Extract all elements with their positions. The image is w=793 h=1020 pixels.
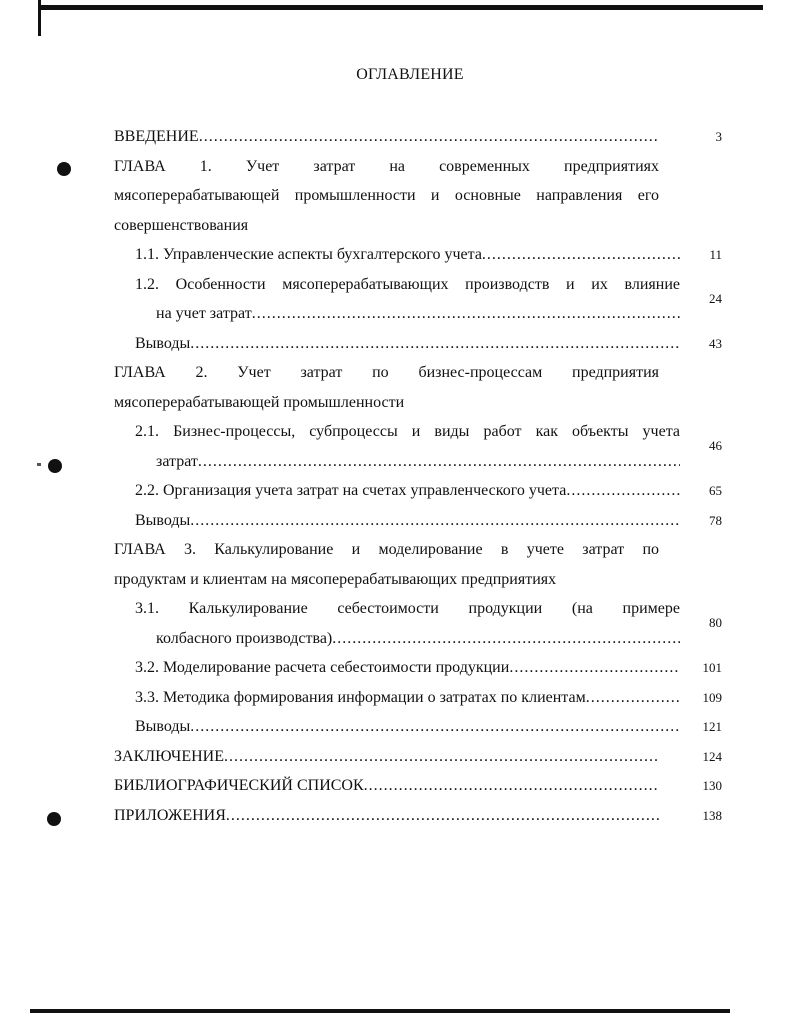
punch-hole-mark: [48, 459, 62, 473]
toc-page-number: 130: [702, 778, 722, 793]
toc-page-number: 101: [702, 660, 722, 675]
scan-edge-top: [40, 5, 763, 10]
toc-entry-introduction: [114, 122, 722, 152]
toc-entry-section-3-2: [114, 653, 722, 683]
scan-speck: [37, 463, 41, 466]
dot-leader: [224, 742, 659, 772]
dot-leader: [190, 329, 680, 359]
toc-entry-label: 3.2. Моделирование расчета себестоимости продукции: [135, 659, 510, 676]
toc-page-number: 109: [702, 689, 722, 705]
scan-edge-bottom: [30, 1009, 730, 1013]
toc-entry-label: продуктам и клиентам на мясоперерабатывающих предприятиях: [114, 570, 557, 588]
toc-page-number: 65: [709, 483, 722, 498]
dot-leader: [190, 712, 680, 742]
toc-entry-section-2-2: [114, 476, 722, 506]
dot-leader: [566, 476, 680, 506]
toc-entry-label: Выводы: [135, 511, 191, 529]
toc-entry-chapter-2: [114, 358, 722, 417]
toc-entry-label: Выводы: [135, 718, 191, 735]
toc-page-number: 11: [709, 247, 722, 262]
toc-entry-chapter-3: [114, 535, 722, 594]
toc-entry-label: ГЛАВА 2. Учет затрат по бизнес-процессам предприятия: [114, 364, 659, 381]
toc-entry-label: 3.3. Методика формирования информации о затратах по клиентам: [135, 688, 586, 706]
toc-entry-label: ГЛАВА 1. Учет затрат на современных предприятиях: [114, 157, 659, 175]
toc-entry-conclusion: [114, 742, 722, 772]
toc-page-number: 3: [715, 129, 722, 144]
toc-page-number: 80: [709, 615, 722, 630]
toc-entry-label: затрат: [156, 452, 198, 470]
dot-leader: [586, 683, 680, 713]
toc-entry-label: мясоперерабатывающей промышленности и основные направления его: [114, 187, 659, 204]
toc-entry-label: ПРИЛОЖЕНИЯ: [114, 806, 226, 824]
toc-entry-label: ГЛАВА 3. Калькулирование и моделирование в учете затрат по: [114, 541, 659, 558]
toc-entry-label: 1.2. Особенности мясоперерабатывающих производств и их влияние: [135, 275, 680, 293]
dot-leader: [252, 299, 680, 329]
toc-entry-appendices: [114, 801, 722, 831]
toc-page-number: 46: [709, 438, 722, 453]
toc-entry-section-3-1: [114, 594, 722, 653]
toc-page-number: 78: [709, 512, 722, 528]
toc-entry-label: 1.1. Управленческие аспекты бухгалтерского учета: [135, 246, 482, 263]
toc-entry-label: совершенствования: [114, 216, 249, 234]
toc-entry-conclusions-2: [114, 506, 722, 536]
toc-entry-label: 2.2. Организация учета затрат на счетах управленческого учета: [135, 482, 567, 499]
toc-entry-bibliography: [114, 771, 722, 801]
toc-page-number: 43: [709, 335, 722, 351]
toc-page-number: 124: [702, 748, 722, 764]
toc-entry-label: ВВЕДЕНИЕ: [114, 128, 199, 145]
dot-leader: [190, 506, 680, 536]
toc-entry-label: на учет затрат: [156, 305, 252, 322]
toc-entry-conclusions-3: [114, 712, 722, 742]
punch-hole-mark: [57, 162, 71, 176]
toc-entry-section-1-2: [114, 270, 722, 329]
toc-entry-label: 2.1. Бизнес-процессы, субпроцессы и виды работ как объекты учета: [135, 423, 680, 440]
dot-leader: [364, 771, 659, 801]
toc-page-number: 121: [702, 719, 722, 734]
toc-entry-label: БИБЛИОГРАФИЧЕСКИЙ СПИСОК: [114, 777, 364, 794]
dot-leader: [198, 447, 680, 477]
toc-entry-label: 3.1. Калькулирование себестоимости продукции (на примере: [135, 600, 680, 617]
dot-leader: [509, 653, 680, 683]
table-of-contents: [114, 122, 722, 830]
dot-leader: [482, 240, 680, 270]
dot-leader: [199, 122, 659, 152]
toc-entry-label: мясоперерабатывающей промышленности: [114, 393, 405, 411]
toc-page-number: 138: [702, 807, 722, 823]
toc-entry-label: Выводы: [135, 334, 191, 352]
toc-entry-conclusions-1: [114, 329, 722, 359]
toc-page-number: 24: [709, 290, 722, 306]
toc-entry-label: колбасного производства): [156, 629, 333, 647]
toc-entry-section-1-1: [114, 240, 722, 270]
toc-entry-chapter-1: [114, 152, 722, 241]
page-title: ОГЛАВЛЕНИЕ: [356, 66, 464, 83]
dot-leader: [332, 624, 680, 654]
punch-hole-mark: [47, 812, 61, 826]
toc-entry-section-2-1: [114, 417, 722, 476]
toc-entry-section-3-3: [114, 683, 722, 713]
dot-leader: [226, 801, 659, 831]
toc-entry-label: ЗАКЛЮЧЕНИЕ: [114, 747, 224, 765]
